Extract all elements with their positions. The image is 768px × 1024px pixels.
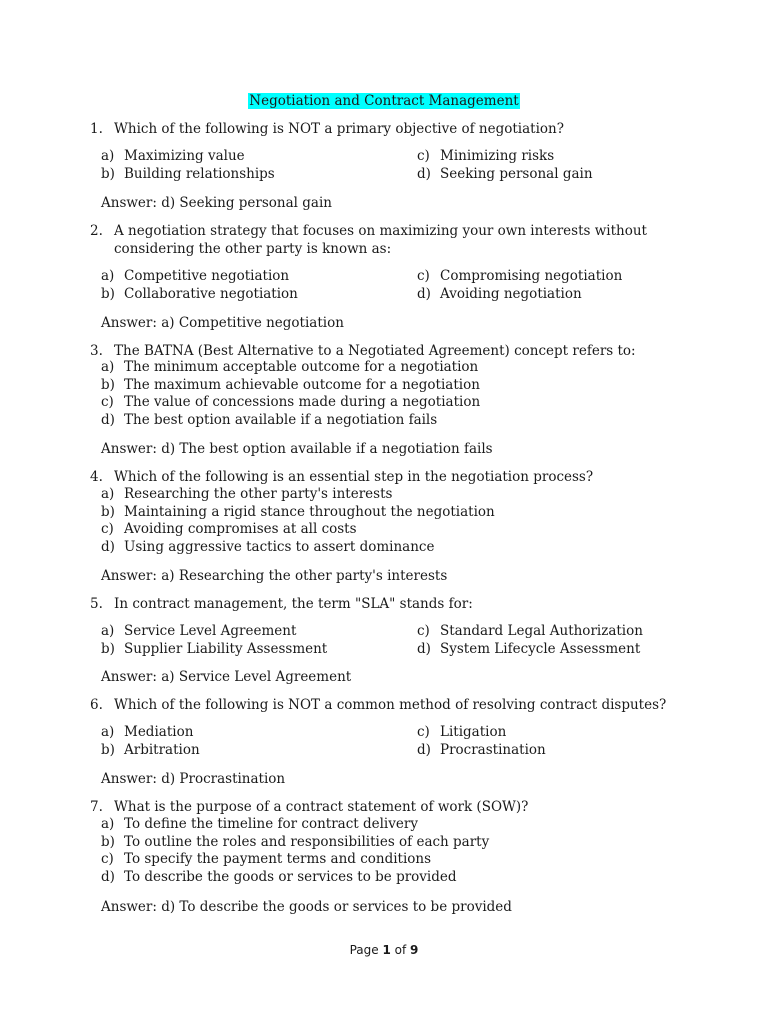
- option-a: a) Researching the other party's interests: [101, 486, 393, 502]
- question-6: [90, 696, 690, 714]
- page-footer: [0, 943, 768, 957]
- question-number: 2.: [90, 223, 103, 239]
- question-7: [90, 798, 690, 816]
- option-c: c) Standard Legal Authorization: [417, 623, 643, 639]
- option-b: b) Arbitration: [101, 741, 200, 758]
- footer-total-pages: 9: [410, 943, 419, 957]
- footer-current-page: 1: [382, 943, 391, 957]
- question-3: [90, 342, 690, 360]
- option-a: a) The minimum acceptable outcome for a negotiation: [101, 359, 479, 375]
- answer-2: Answer: a) Competitive negotiation: [101, 315, 344, 331]
- question-1: [90, 120, 690, 138]
- page-title: [0, 92, 768, 110]
- question-number: 6.: [90, 697, 103, 713]
- answer-6: Answer: d) Procrastination: [101, 771, 286, 787]
- option-c: c) Minimizing risks: [417, 148, 555, 164]
- options-3: [101, 359, 480, 429]
- question-text: Which of the following is NOT a primary objective of negotiation?: [114, 121, 564, 137]
- answer-4: Answer: a) Researching the other party's interests: [101, 568, 448, 584]
- option-d: d) Avoiding negotiation: [417, 285, 582, 302]
- answer-3: Answer: d) The best option available if a negotiation fails: [101, 441, 493, 457]
- question-4: [90, 468, 690, 486]
- question-text: Which of the following is NOT a common method of resolving contract disputes?: [114, 697, 667, 713]
- answer-7: Answer: d) To describe the goods or services to be provided: [101, 899, 512, 915]
- title-highlight: Negotiation and Contract Management: [249, 93, 519, 109]
- question-number: 1.: [90, 121, 103, 137]
- option-b: b) Supplier Liability Assessment: [101, 640, 328, 657]
- option-c: c) Compromising negotiation: [417, 268, 623, 284]
- option-b: b) Collaborative negotiation: [101, 285, 298, 302]
- answer-1: Answer: d) Seeking personal gain: [101, 195, 332, 211]
- question-text: Which of the following is an essential step in the negotiation process?: [114, 469, 594, 485]
- options-7: [101, 816, 489, 886]
- option-a: a) Mediation: [101, 724, 194, 740]
- question-text: In contract management, the term "SLA" stands for:: [114, 596, 473, 612]
- option-b: b) To outline the roles and responsibilities of each party: [101, 833, 490, 850]
- options-2: [101, 268, 677, 303]
- option-b: b) Building relationships: [101, 165, 275, 182]
- option-d: d) Procrastination: [417, 741, 546, 758]
- options-4: [101, 486, 495, 556]
- option-c: c) Litigation: [417, 724, 507, 740]
- options-6: [101, 724, 677, 759]
- options-5: [101, 623, 677, 658]
- option-c: c) The value of concessions made during a negotiation: [101, 394, 481, 411]
- question-5: [90, 595, 690, 613]
- question-number: 7.: [90, 799, 103, 815]
- answer-5: Answer: a) Service Level Agreement: [101, 669, 352, 685]
- option-c: c) To specify the payment terms and conditions: [101, 851, 432, 868]
- footer-middle: of: [390, 943, 411, 957]
- option-a: a) Competitive negotiation: [101, 268, 290, 284]
- question-text: The BATNA (Best Alternative to a Negotiated Agreement) concept refers to:: [114, 343, 636, 359]
- option-b: b) Maintaining a rigid stance throughout the negotiation: [101, 503, 495, 520]
- option-a: a) To define the timeline for contract delivery: [101, 816, 418, 832]
- option-c: c) Avoiding compromises at all costs: [101, 521, 357, 538]
- option-d: d) System Lifecycle Assessment: [417, 640, 641, 657]
- option-d: d) Seeking personal gain: [417, 165, 593, 182]
- question-number: 4.: [90, 469, 103, 485]
- option-a: a) Maximizing value: [101, 148, 245, 164]
- question-number: 5.: [90, 596, 103, 612]
- question-text: A negotiation strategy that focuses on maximizing your own interests without considering the other party is known as:: [114, 223, 647, 257]
- question-2: [90, 222, 690, 258]
- question-text: What is the purpose of a contract statement of work (SOW)?: [114, 799, 529, 815]
- question-number: 3.: [90, 343, 103, 359]
- option-d: d) The best option available if a negotiation fails: [101, 411, 438, 428]
- option-d: d) Using aggressive tactics to assert dominance: [101, 538, 435, 555]
- footer-prefix: Page: [349, 943, 383, 957]
- options-1: [101, 148, 677, 183]
- option-d: d) To describe the goods or services to be provided: [101, 868, 457, 885]
- option-b: b) The maximum achievable outcome for a negotiation: [101, 376, 480, 393]
- option-a: a) Service Level Agreement: [101, 623, 297, 639]
